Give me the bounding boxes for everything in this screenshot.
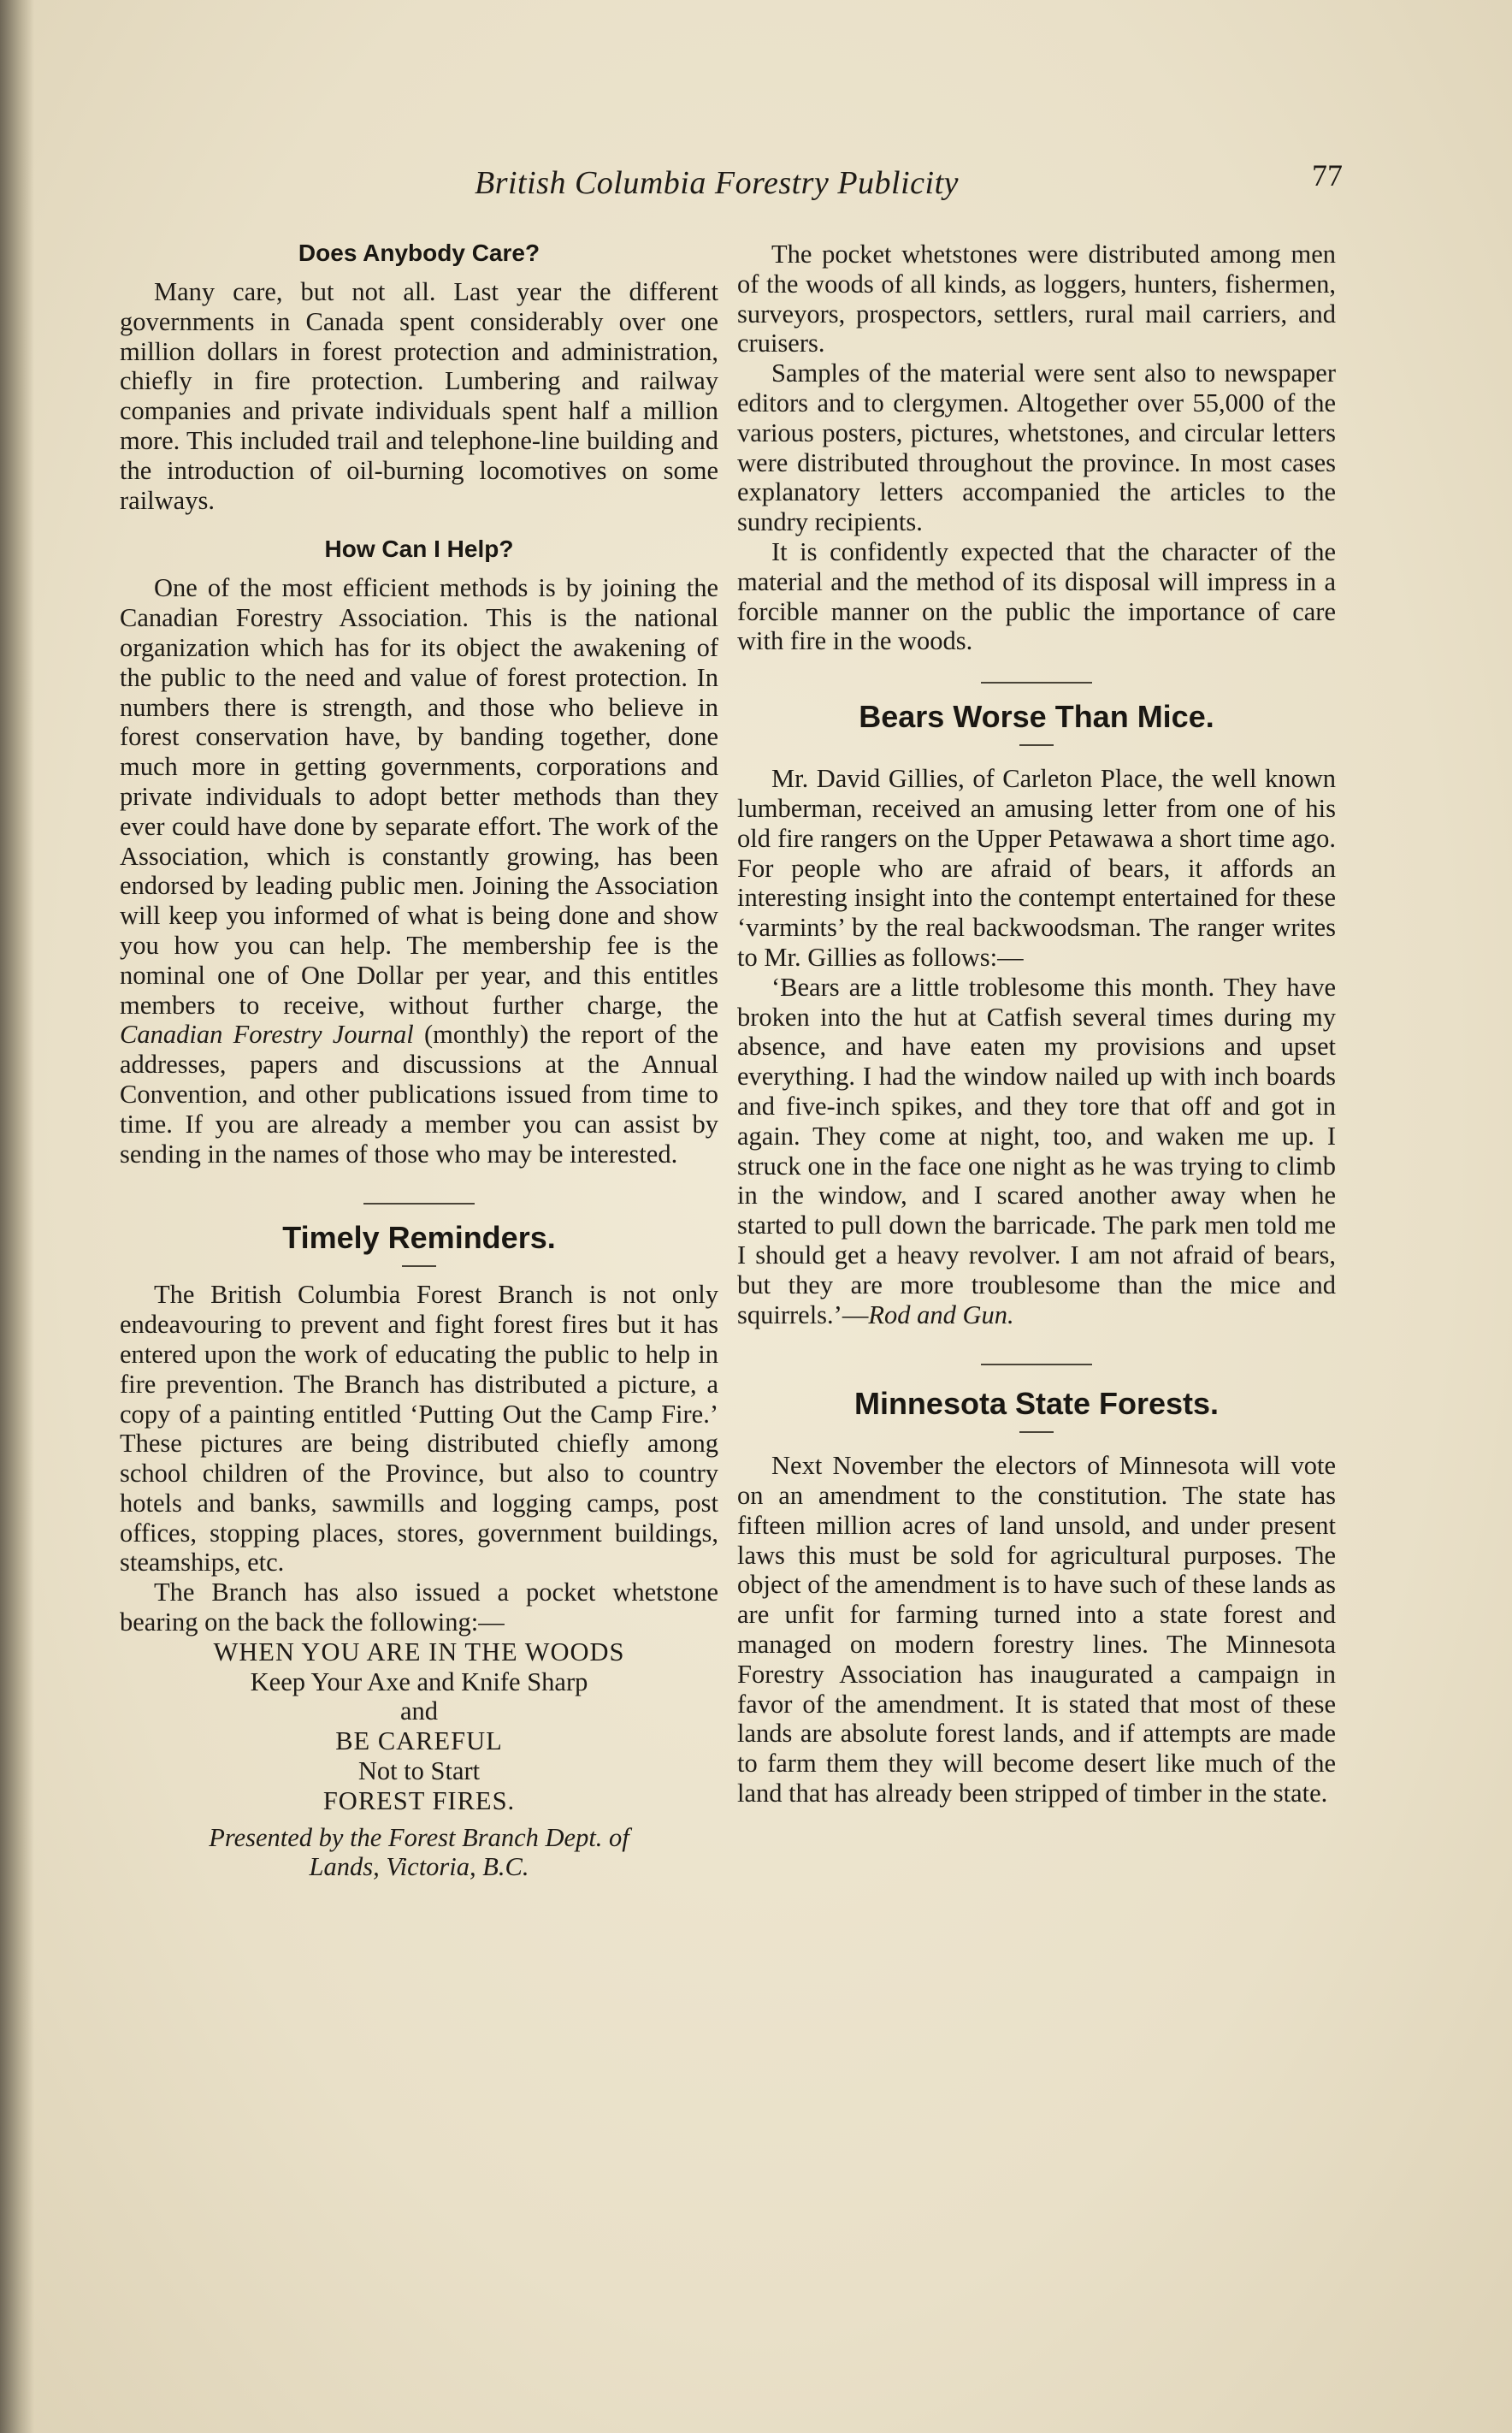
- paragraph-minnesota: Next November the electors of Minnesota will vote on an amendment to the constitution. The state has fifteen million acres of land unsold, and under present laws this must be sold for agricultural purposes. The object of the amendment is to have such of these lands as are unfit for farming turned into a state forest and managed on modern forestry lines. The Minnesota Forestry Association has inaugurated a campaign in favor of the amendment. It is stated that most of these lands are absolute forest lands, and if attempts are made to farm them they will become desert like much of the land that has already been stripped of timber in the state.: [737, 1451, 1336, 1808]
- heading-bears-worse-than-mice: Bears Worse Than Mice.: [859, 699, 1214, 735]
- notice-line-2: Keep Your Axe and Knife Sharp: [250, 1666, 588, 1696]
- notice-line-5: Not to Start: [357, 1756, 481, 1786]
- right-column: [737, 240, 1336, 1808]
- page-number: 77: [1312, 158, 1343, 192]
- book-spine-shadow: [0, 0, 34, 2433]
- paragraph-how-can-i-help: [120, 573, 718, 1169]
- paragraph-whetstones: The pocket whetstones were distributed among men of the woods of all kinds, as loggers, hunters, fishermen, surveyors, prospectors, settlers, rural mail carriers, and cruisers.: [737, 240, 1336, 358]
- paragraph-expected: It is confidently expected that the character of the material and the method of its disposal will impress in a forcible manner on the public the importance of care with fire in the woods.: [737, 536, 1336, 656]
- paragraph-bears-2-text: ‘Bears are a little troblesome this month. They have broken into the hut at Catfish several times during my absence, and have eaten my provisions and upset everything. I had the window nailed up with inch boards and five-inch spikes, and they tore that off and got in again. They come at night, too, and waken me up. I struck one in the face one night as he was trying to climb in the window, and I scared another away when he started to pull down the barricade. The park men told me I should get a heavy revolver. I am not afraid of bears, but they are more troublesome than the mice and squirrels.’—: [737, 972, 1336, 1329]
- bears-source: Rod and Gun.: [868, 1299, 1014, 1329]
- paragraph-samples: Samples of the material were sent also to newspaper editors and to clergymen. Altogether over 55,000 of the various posters, pictures, whetstones, and circular letters were distributed throughout the province. In most cases explanatory letters accompanied the articles to the sundry recipients.: [737, 358, 1336, 537]
- paragraph-how-can-i-help-part2: (monthly) the report of the addresses, papers and discussions at the Annual Convention, and other publications issued from time to time. If you are already a member you can assist by sending in the names of those who may be interested.: [120, 1020, 718, 1169]
- left-column: [120, 236, 718, 1882]
- paragraph-bears-1: Mr. David Gillies, of Carleton Place, the well known lumberman, received an amusing letter from one of his old fire rangers on the Upper Petawawa a short time ago. For people who are afraid of bears, it affords an interesting insight into the contempt entertained for these ‘varmints’ by the real backwoodsman. The ranger writes to Mr. Gillies as follows:—: [737, 764, 1336, 972]
- paragraph-timely-reminders-2: The Branch has also issued a pocket whetstone bearing on the back the following:—: [120, 1578, 718, 1637]
- running-header: [475, 158, 1368, 216]
- paragraph-bears-2: [737, 973, 1336, 1330]
- heading-timely-reminders: Timely Reminders.: [282, 1220, 556, 1256]
- heading-how-can-i-help: How Can I Help?: [324, 536, 514, 563]
- paragraph-timely-reminders-1: The British Columbia Forest Branch is not only endeavouring to prevent and fight forest fires but it has entered upon the work of educating the public to help in fire prevention. The Branch has distributed a picture, a copy of a painting entitled ‘Putting Out the Camp Fire.’ These pictures are being distributed chiefly among school children of the Province, but also to country hotels and banks, sawmills and logging camps, post offices, stopping places, stores, government buildings, steamships, etc.: [120, 1280, 718, 1578]
- journal-name: Canadian Forestry Journal: [120, 1020, 414, 1050]
- notice-line-4: BE CAREFUL: [335, 1726, 503, 1756]
- paragraph-does-anybody-care: Many care, but not all. Last year the different governments in Canada spent considerably over one million dollars in forest protection and administration, chiefly in fire protection. Lumbering and railway companies and private individuals spent half a million more. This included trail and telephone-line building and the introduction of oil-burning locomotives on some railways.: [120, 277, 718, 515]
- presented-by-line-2: Lands, Victoria, B.C.: [309, 1852, 529, 1882]
- running-title: British Columbia Forestry Publicity: [475, 165, 959, 201]
- notice-line-1: WHEN YOU ARE IN THE WOODS: [213, 1637, 625, 1666]
- notice-line-3: and: [399, 1696, 439, 1726]
- heading-minnesota-state-forests: Minnesota State Forests.: [853, 1386, 1220, 1422]
- presented-by-line-1: Presented by the Forest Branch Dept. of: [209, 1822, 629, 1852]
- heading-does-anybody-care: Does Anybody Care?: [298, 240, 540, 266]
- notice-line-6: FOREST FIRES.: [322, 1785, 516, 1815]
- paragraph-how-can-i-help-part1: One of the most efficient methods is by joining the Canadian Forestry Association. This is the national organization which has for its object the awakening of the public to the need and value of forest protection. In numbers there is strength, and those who believe in forest conservation have, by banding together, done much more in getting governments, corporations and private individuals to adopt better methods than they ever could have done by separate effort. The work of the Association, which is constantly growing, has been endorsed by leading public men. Joining the Association will keep you informed of what is being done and show you how you can help. The membership fee is the nominal one of One Dollar per year, and this entitles members to receive, without further charge, the: [120, 573, 718, 1020]
